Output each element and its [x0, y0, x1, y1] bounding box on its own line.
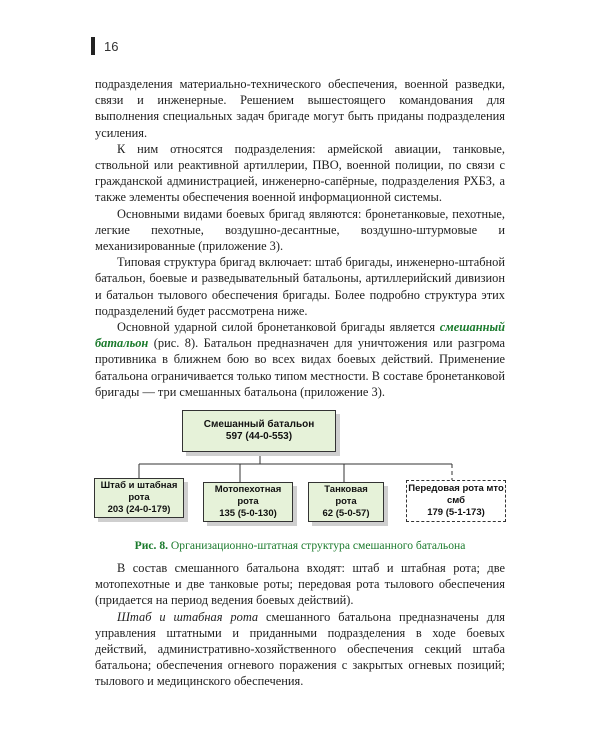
node-title: Смешанный батальон	[203, 419, 315, 430]
page-number: 16	[104, 38, 119, 54]
node-code: 203 (24-0-179)	[107, 504, 171, 515]
node-code: 135 (5-0-130)	[219, 508, 277, 519]
node-line: рота	[335, 496, 357, 507]
paragraph-text: Основной ударной силой бронетанковой бригады является	[117, 320, 440, 335]
node-code: 179 (5-1-173)	[427, 507, 485, 518]
header-bar	[91, 37, 95, 55]
node-line: Передовая рота мто	[408, 483, 504, 494]
figure-caption	[95, 539, 505, 552]
paragraph: Основными видами боевых бригад являются: бронетанковые, пехотные, легкие пехотные, воздушно-десантные, воздушно-штурмовые и механизированные (приложение 3).	[95, 206, 505, 254]
node-line: Танковая	[324, 484, 368, 495]
paragraph	[95, 319, 505, 400]
node-line: рота	[128, 492, 150, 503]
paragraph: В состав смешанного батальона входят: штаб и штабная рота; две мотопехотные и две танковые роты; передовая рота тылового обеспечения (придается на период ведения боевых действий).	[95, 561, 505, 608]
paragraph: Типовая структура бригад включает: штаб бригады, инженерно-штабной батальон, боевые и разведывательный батальоны, артиллерийский дивизион и батальон тылового обеспечения бригады. Более подробно структура этих подразделений будет рассмотрена ниже.	[95, 255, 505, 318]
child-node	[308, 482, 384, 522]
caption-text: Организационно-штатная структура смешанного батальона	[168, 539, 466, 552]
paragraph	[95, 609, 505, 690]
child-node	[94, 478, 184, 518]
root-node	[182, 410, 336, 452]
node-line: Штаб и штабная	[100, 480, 178, 491]
node-line: Мотопехотная	[214, 484, 282, 495]
node-code: 597 (44-0-553)	[225, 431, 293, 442]
highlighted-term: смешанный батальон	[95, 320, 505, 351]
paragraph-text: (рис. 8). Батальон предназначен для уничтожения или разгрома противника в ближнем бою во всех видах боевых действий. Применение батальона ограничивается только типом местности. В составе бронетанковой бригады — три смешанных батальона (приложение 3).	[95, 336, 505, 399]
child-node	[203, 482, 293, 522]
italic-term: Штаб и штабная рота	[117, 609, 259, 624]
body-text	[95, 76, 505, 400]
org-chart	[90, 402, 510, 532]
child-node-attached	[406, 480, 506, 522]
page-header	[91, 36, 118, 56]
node-line: рота	[237, 496, 259, 507]
paragraph: подразделения материально-технического обеспечения, военной разведки, связи и инженерные. Решением вышестоящего командования для выполнения специальных задач бригаде могут быть приданы подразделения усиления.	[95, 77, 505, 140]
node-code: 62 (5-0-57)	[322, 508, 370, 519]
paragraph-text: смешанного батальона предназначены для управления штатными и приданными подразделения в ходе боевых действий, административно-хозяйственного обеспечения секций штаба батальона; обеспечения огневого поражения с закрытых огневых позиций; тылового и медицинского обеспечения.	[95, 609, 505, 689]
paragraph: К ним относятся подразделения: армейской авиации, танковые, ствольной или реактивной артиллерии, ПВО, военной полиции, по связи с гражданской администрацией, инженерно-сапёрные, подразделения РХБЗ, а также элементы обеспечения военной информационной системы.	[95, 141, 505, 205]
node-line: смб	[446, 495, 466, 506]
body-text-continued	[95, 560, 505, 690]
caption-label: Рис. 8.	[134, 539, 169, 552]
